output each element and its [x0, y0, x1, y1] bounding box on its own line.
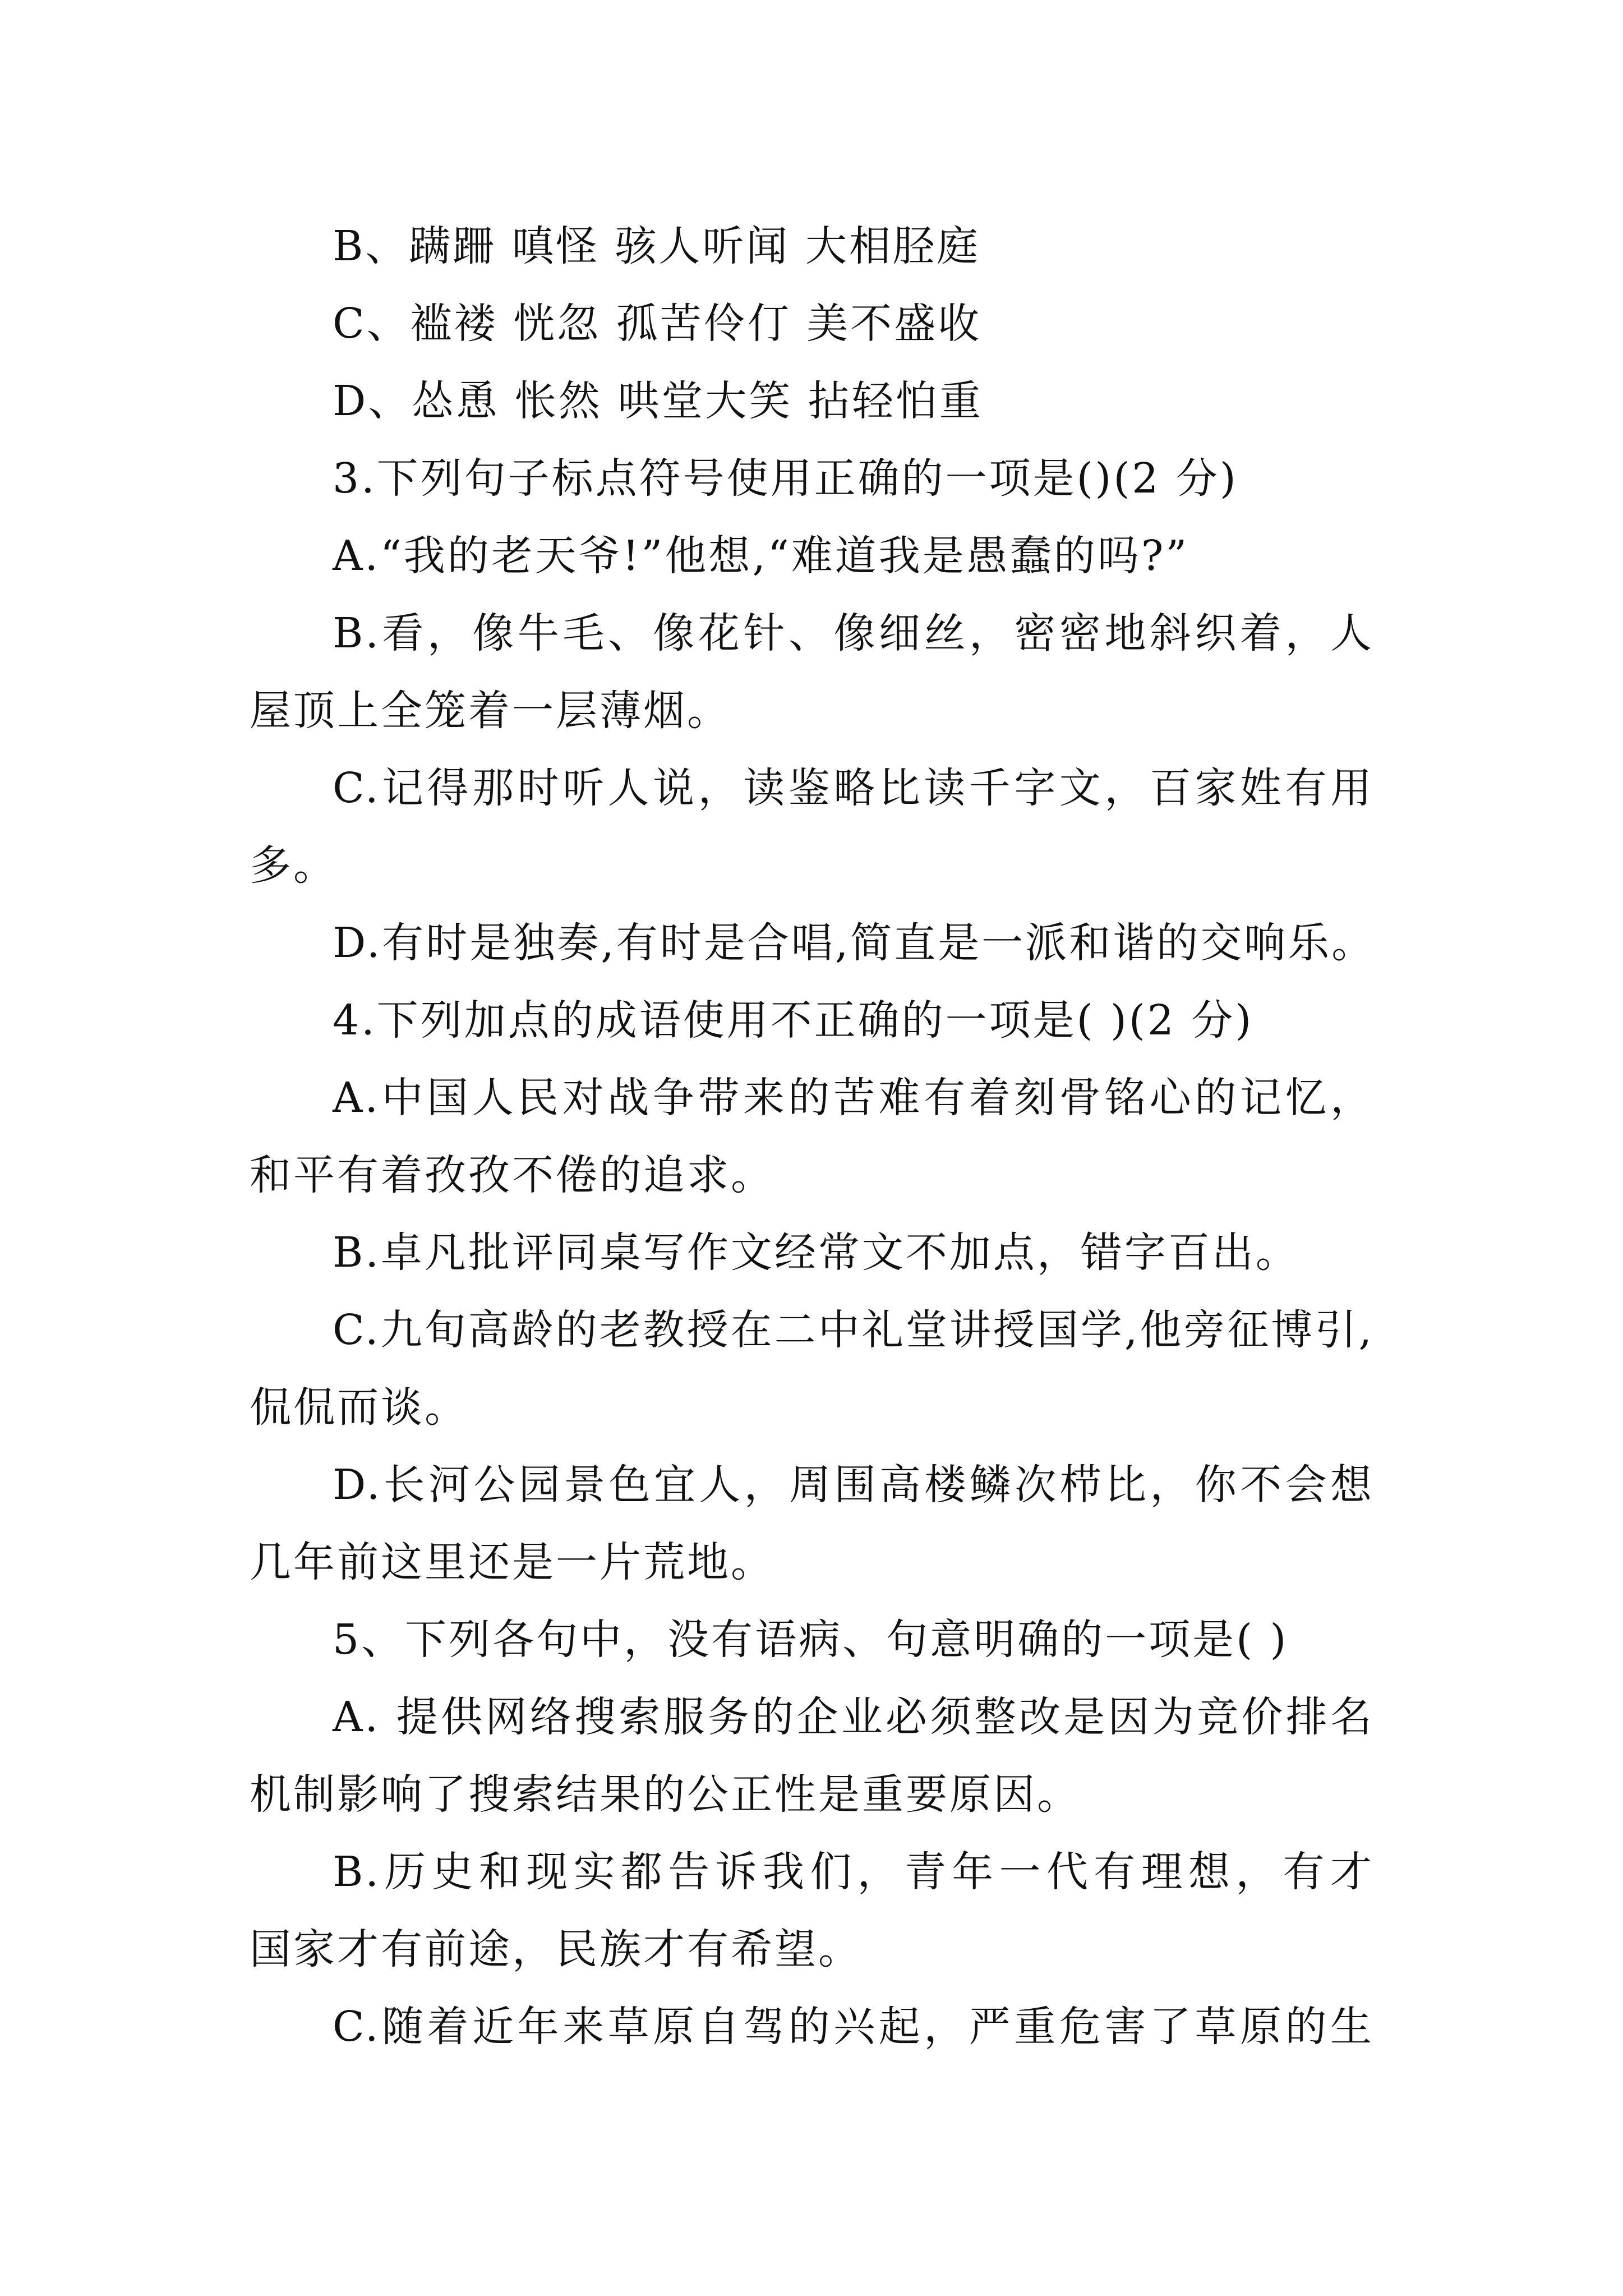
option-d-word-group: D、怂恿 怅然 哄堂大笑 拈轻怕重: [333, 377, 983, 425]
option-c-word-group: C、褴褛 恍忽 孤苦伶仃 美不盛收: [333, 300, 982, 348]
question-3-option-c-line-2: 多。: [250, 841, 337, 890]
question-4-option-d-line-2: 几年前这里还是一片荒地。: [250, 1538, 774, 1586]
question-5-option-c-line-1: C.随着近年来草原自驾的兴起，严重危害了草原的生: [333, 2003, 1374, 2051]
question-4-option-d-line-1: D.长河公园景色宜人，周围高楼鳞次栉比，你不会想: [333, 1461, 1374, 1509]
question-3-option-d: D.有时是独奏,有时是合唱,简直是一派和谐的交响乐。: [333, 919, 1376, 967]
question-5-option-a-line-1: A. 提供网络搜索服务的企业必须整改是因为竞价排名: [333, 1693, 1374, 1741]
question-4-option-b: B.卓凡批评同桌写作文经常文不加点，错字百出。: [333, 1228, 1299, 1277]
option-b-word-group: B、蹒跚 嗔怪 骇人听闻 大相胫庭: [333, 222, 980, 270]
question-5-option-a-line-2: 机制影响了搜索结果的公正性是重要原因。: [250, 1770, 1081, 1819]
question-3-option-a: A.“我的老天爷!”他想,“难道我是愚蠢的吗?”: [333, 532, 1189, 580]
question-5-option-b-line-1: B.历史和现实都告诉我们，青年一代有理想，有才: [333, 1848, 1374, 1896]
question-5-option-b-line-2: 国家才有前途，民族才有希望。: [250, 1925, 862, 1973]
question-4-option-c-line-2: 侃侃而谈。: [250, 1383, 468, 1432]
question-4-option-a-line-2: 和平有着孜孜不倦的追求。: [250, 1151, 774, 1199]
question-4-option-c-line-1: C.九旬高龄的老教授在二中礼堂讲授国学,他旁征博引,: [333, 1306, 1374, 1354]
question-3-option-b-line-2: 屋顶上全笼着一层薄烟。: [250, 687, 731, 735]
question-3-option-c-line-1: C.记得那时听人说，读鉴略比读千字文，百家姓有用: [333, 764, 1374, 812]
question-3-prompt: 3.下列句子标点符号使用正确的一项是()(2 分): [333, 454, 1238, 503]
question-4-option-a-line-1: A.中国人民对战争带来的苦难有着刻骨铭心的记忆，: [333, 1074, 1374, 1122]
exam-text-body: [250, 208, 1374, 2065]
question-5-prompt: 5、下列各句中，没有语病、句意明确的一项是( ): [333, 1616, 1289, 1664]
question-4-prompt: 4.下列加点的成语使用不正确的一项是( )(2 分): [333, 996, 1254, 1045]
question-3-option-b-line-1: B.看，像牛毛、像花针、像细丝，密密地斜织着，人: [333, 609, 1374, 657]
